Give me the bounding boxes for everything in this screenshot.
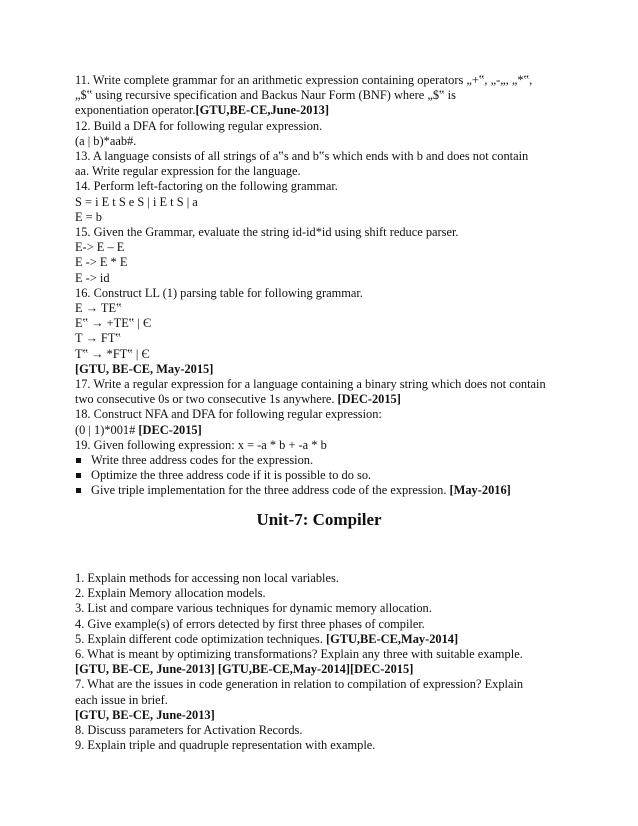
question-line xyxy=(75,438,565,453)
question-line xyxy=(75,423,565,438)
line-text: S = i E t S e S | i E t S | a xyxy=(75,194,198,209)
line-text: 9. Explain triple and quadruple representation with example. xyxy=(75,738,376,753)
question-line xyxy=(75,255,565,270)
exam-reference: [DEC-2015] xyxy=(138,422,202,437)
question-line xyxy=(75,693,565,708)
line-text: „$‟ using recursive specification and Backus Naur Form (BNF) where „$‟ is xyxy=(75,88,456,103)
line-text: 7. What are the issues in code generation in relation to compilation of expression? Explain xyxy=(75,677,524,692)
line-text: E → TE‟ xyxy=(75,301,122,316)
line-text: 2. Explain Memory allocation models. xyxy=(75,586,266,601)
square-bullet-icon xyxy=(76,473,81,478)
line-text: 18. Construct NFA and DFA for following regular expression: xyxy=(75,407,382,422)
question-line xyxy=(75,677,565,692)
question-line xyxy=(75,134,565,149)
question-line xyxy=(75,73,565,88)
line-text: (a | b)*aab#. xyxy=(75,133,137,148)
line-text: 16. Construct LL (1) parsing table for following grammar. xyxy=(75,285,363,300)
question-line xyxy=(75,301,565,316)
line-text: E -> id xyxy=(75,270,110,285)
line-text: 19. Given following expression: x = -a * b + -a * b xyxy=(75,437,327,452)
questions-unit-7 xyxy=(75,571,565,753)
question-line xyxy=(75,164,565,179)
question-line xyxy=(75,738,565,753)
bullet-item xyxy=(75,453,565,468)
question-line xyxy=(75,586,565,601)
line-text: [GTU, BE-CE, June-2013] [GTU,BE-CE,May-2014][DEC-2015] xyxy=(75,662,414,677)
question-line xyxy=(75,723,565,738)
line-text: each issue in brief. xyxy=(75,692,168,707)
question-line xyxy=(75,632,565,647)
line-text: 1. Explain methods for accessing non local variables. xyxy=(75,571,339,585)
question-line xyxy=(75,225,565,240)
line-text: 17. Write a regular expression for a language containing a binary string which does not contain xyxy=(75,377,546,392)
line-text: 8. Discuss parameters for Activation Records. xyxy=(75,723,303,738)
line-text: two consecutive 0s or two consecutive 1s anywhere. xyxy=(75,392,338,407)
question-line xyxy=(75,286,565,301)
question-line xyxy=(75,271,565,286)
line-text: E = b xyxy=(75,209,102,224)
line-text: E-> E – E xyxy=(75,240,125,255)
line-text: 14. Perform left-factoring on the following grammar. xyxy=(75,179,338,194)
question-line xyxy=(75,662,565,677)
exam-reference: [GTU,BE-CE,June-2013] xyxy=(195,103,329,118)
question-line xyxy=(75,601,565,616)
exam-reference: [GTU,BE-CE,May-2014] xyxy=(325,631,459,646)
square-bullet-icon xyxy=(76,488,81,493)
line-text: (0 | 1)*001# xyxy=(75,422,139,437)
question-line xyxy=(75,240,565,255)
question-line xyxy=(75,617,565,632)
line-text: exponentiation operator. xyxy=(75,103,196,118)
line-text: 6. What is meant by optimizing transformations? Explain any three with suitable example. xyxy=(75,647,523,662)
question-line xyxy=(75,407,565,422)
line-text: 4. Give example(s) of errors detected by first three phases of compiler. xyxy=(75,616,425,631)
line-text: T → FT‟ xyxy=(75,331,121,346)
line-text: E‟ → +TE‟ | Є xyxy=(75,316,152,331)
line-text: 13. A language consists of all strings of a‟s and b‟s which ends with b and does not contain xyxy=(75,149,529,164)
line-text: [GTU, BE-CE, May-2015] xyxy=(75,361,214,376)
exam-reference: [May-2016] xyxy=(449,483,511,498)
question-line xyxy=(75,103,565,118)
bullet-text: Optimize the three address code if it is possible to do so. xyxy=(91,468,372,483)
question-line xyxy=(75,195,565,210)
question-line xyxy=(75,647,565,662)
line-text: T‟ → *FT‟ | Є xyxy=(75,346,150,361)
line-text: aa. Write regular expression for the language. xyxy=(75,164,301,179)
question-line xyxy=(75,708,565,723)
question-line xyxy=(75,377,565,392)
square-bullet-icon xyxy=(76,458,81,463)
line-text: 15. Given the Grammar, evaluate the string id-id*id using shift reduce parser. xyxy=(75,225,459,240)
question-line xyxy=(75,362,565,377)
line-text: 5. Explain different code optimization techniques. xyxy=(75,631,326,646)
questions-unit-6 xyxy=(75,73,565,499)
question-line xyxy=(75,392,565,407)
unit-title: Unit-7: Compiler xyxy=(256,510,382,529)
bullet-item xyxy=(75,468,565,483)
question-line xyxy=(75,316,565,331)
question-line xyxy=(75,571,565,586)
bullet-text: Give triple implementation for the three address code of the expression. xyxy=(91,483,450,498)
question-line xyxy=(75,331,565,346)
question-line xyxy=(75,179,565,194)
line-text: 12. Build a DFA for following regular expression. xyxy=(75,118,323,133)
line-text: E -> E * E xyxy=(75,255,128,270)
question-line xyxy=(75,149,565,164)
exam-reference: [DEC-2015] xyxy=(337,392,401,407)
question-line xyxy=(75,210,565,225)
bullet-item xyxy=(75,483,565,498)
line-text: 11. Write complete grammar for an arithmetic expression containing operators „+‟, „-„, „*‟, xyxy=(75,73,533,87)
question-line xyxy=(75,347,565,362)
question-line xyxy=(75,119,565,134)
bullet-text: Write three address codes for the expression. xyxy=(91,453,314,468)
line-text: 3. List and compare various techniques for dynamic memory allocation. xyxy=(75,601,432,616)
question-line xyxy=(75,88,565,103)
line-text: [GTU, BE-CE, June-2013] xyxy=(75,707,215,722)
